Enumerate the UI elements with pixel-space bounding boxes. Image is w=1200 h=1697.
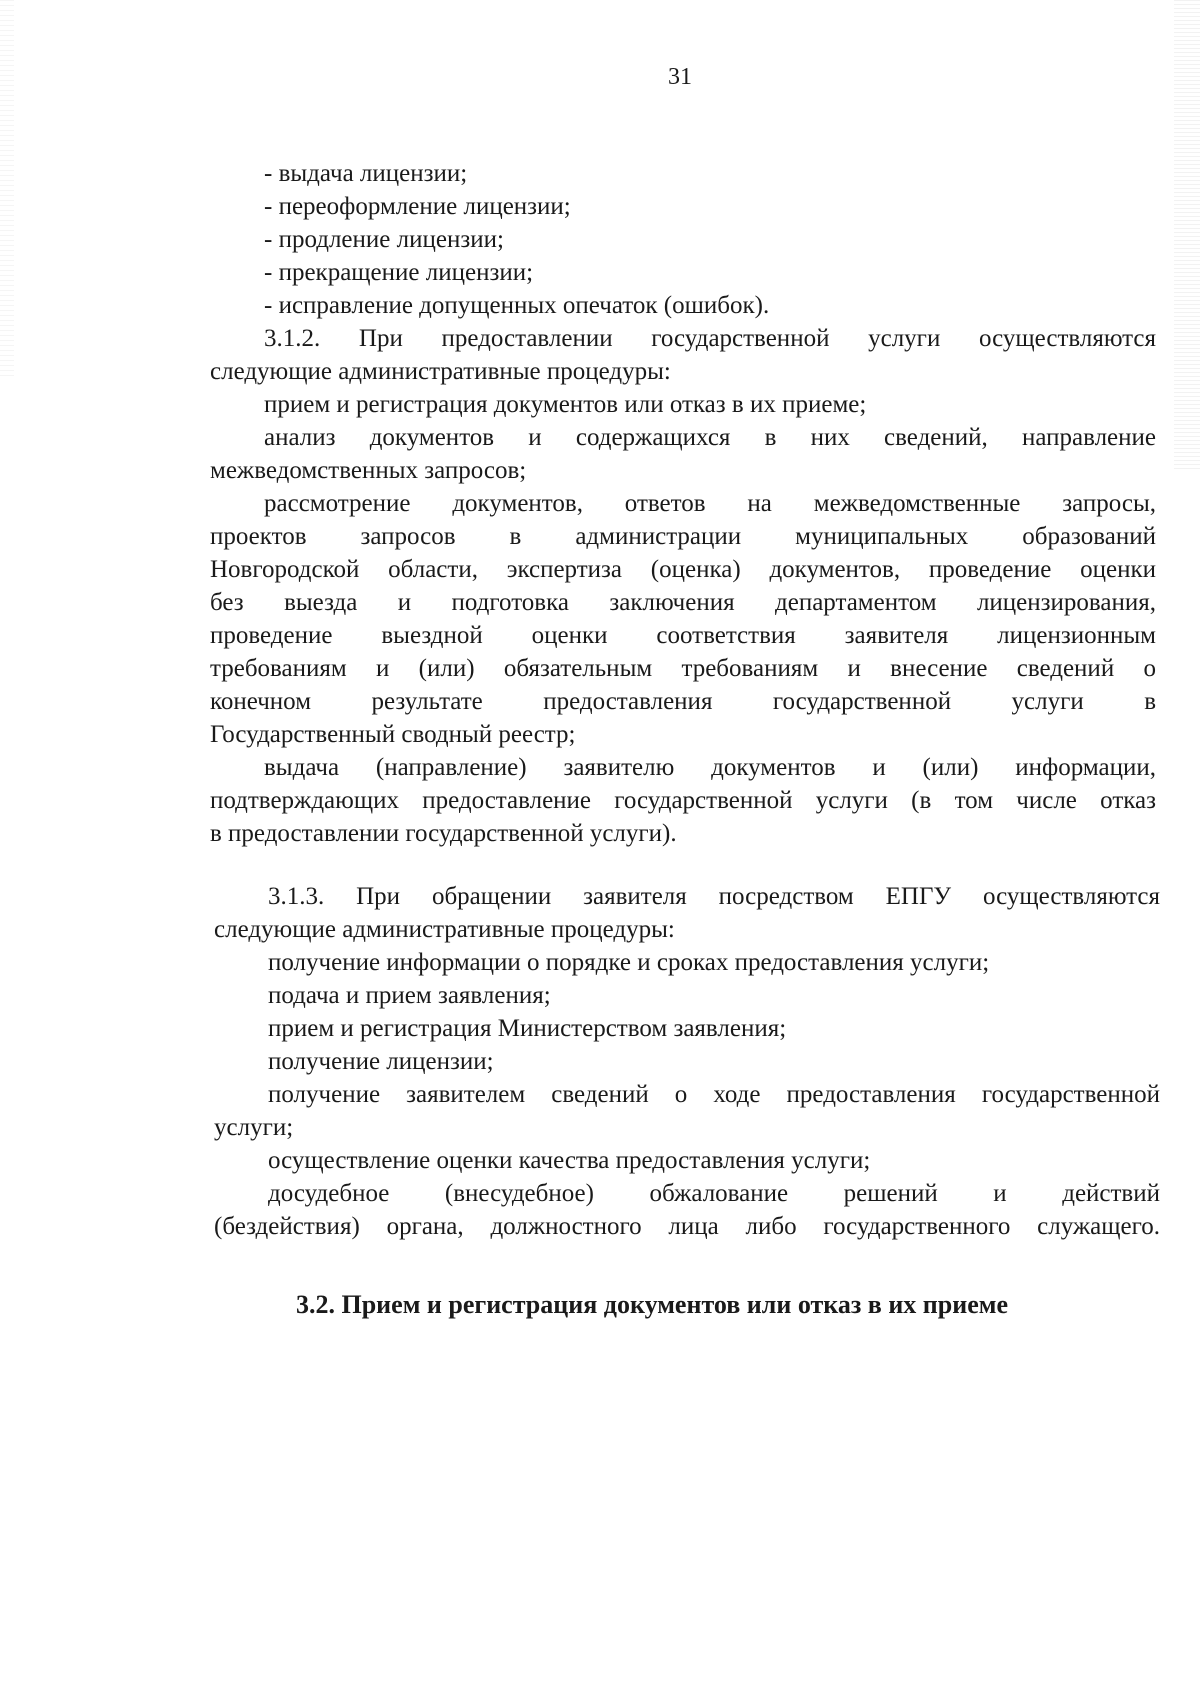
procedure-item: услуги; <box>214 1114 294 1141</box>
procedure-item: подача и прием заявления; <box>268 982 551 1009</box>
list-item: - прекращение лицензии; <box>264 259 534 286</box>
list-item: - продление лицензии; <box>264 226 504 253</box>
list-item: - выдача лицензии; <box>264 160 468 187</box>
list-item: - переоформление лицензии; <box>264 193 571 220</box>
paragraph-line: следующие административные процедуры: <box>210 358 671 385</box>
page-number: 31 <box>668 64 692 90</box>
procedure-item: (бездействия) органа, должностного лица либо государственного служащего. <box>214 1213 1160 1240</box>
procedure-item: проведение выездной оценки соответствия заявителя лицензионным <box>210 622 1156 649</box>
procedure-item: выдача (направление) заявителю документов и (или) информации, <box>264 754 1156 781</box>
procedure-item: получение заявителем сведений о ходе предоставления государственной <box>268 1081 1160 1108</box>
scan-edge-texture-left <box>0 0 14 380</box>
procedure-item: получение информации о порядке и сроках предоставления услуги; <box>268 949 990 976</box>
procedure-item: в предоставлении государственной услуги). <box>210 820 677 847</box>
procedure-item: осуществление оценки качества предоставления услуги; <box>268 1147 871 1174</box>
paragraph-line: 3.1.3. При обращении заявителя посредством ЕПГУ осуществляются <box>268 883 1160 910</box>
procedure-item: прием и регистрация документов или отказ в их приеме; <box>264 391 867 418</box>
paragraph-line: 3.1.2. При предоставлении государственной услуги осуществляются <box>264 325 1156 352</box>
paragraph-line: следующие административные процедуры: <box>214 916 675 943</box>
list-item: - исправление допущенных опечаток (ошибок). <box>264 292 770 319</box>
procedure-item: анализ документов и содержащихся в них сведений, направление <box>264 424 1156 451</box>
procedure-item: прием и регистрация Министерством заявления; <box>268 1015 787 1042</box>
procedure-item: получение лицензии; <box>268 1048 494 1075</box>
procedure-item: рассмотрение документов, ответов на межведомственные запросы, <box>264 490 1156 517</box>
procedure-item: Государственный сводный реестр; <box>210 721 576 748</box>
procedure-item: требованиям и (или) обязательным требованиям и внесение сведений о <box>210 655 1156 682</box>
procedure-item: досудебное (внесудебное) обжалование решений и действий <box>268 1180 1160 1207</box>
procedure-item: конечном результате предоставления государственной услуги в <box>210 688 1156 715</box>
procedure-item: без выезда и подготовка заключения департаментом лицензирования, <box>210 589 1156 616</box>
procedure-item: подтверждающих предоставление государственной услуги (в том числе отказ <box>210 787 1156 814</box>
section-heading: 3.2. Прием и регистрация документов или отказ в их приеме <box>296 1290 1009 1319</box>
procedure-item: проектов запросов в администрации муниципальных образований <box>210 523 1156 550</box>
procedure-item: межведомственных запросов; <box>210 457 527 484</box>
procedure-item: Новгородской области, экспертиза (оценка) документов, проведение оценки <box>210 556 1156 583</box>
